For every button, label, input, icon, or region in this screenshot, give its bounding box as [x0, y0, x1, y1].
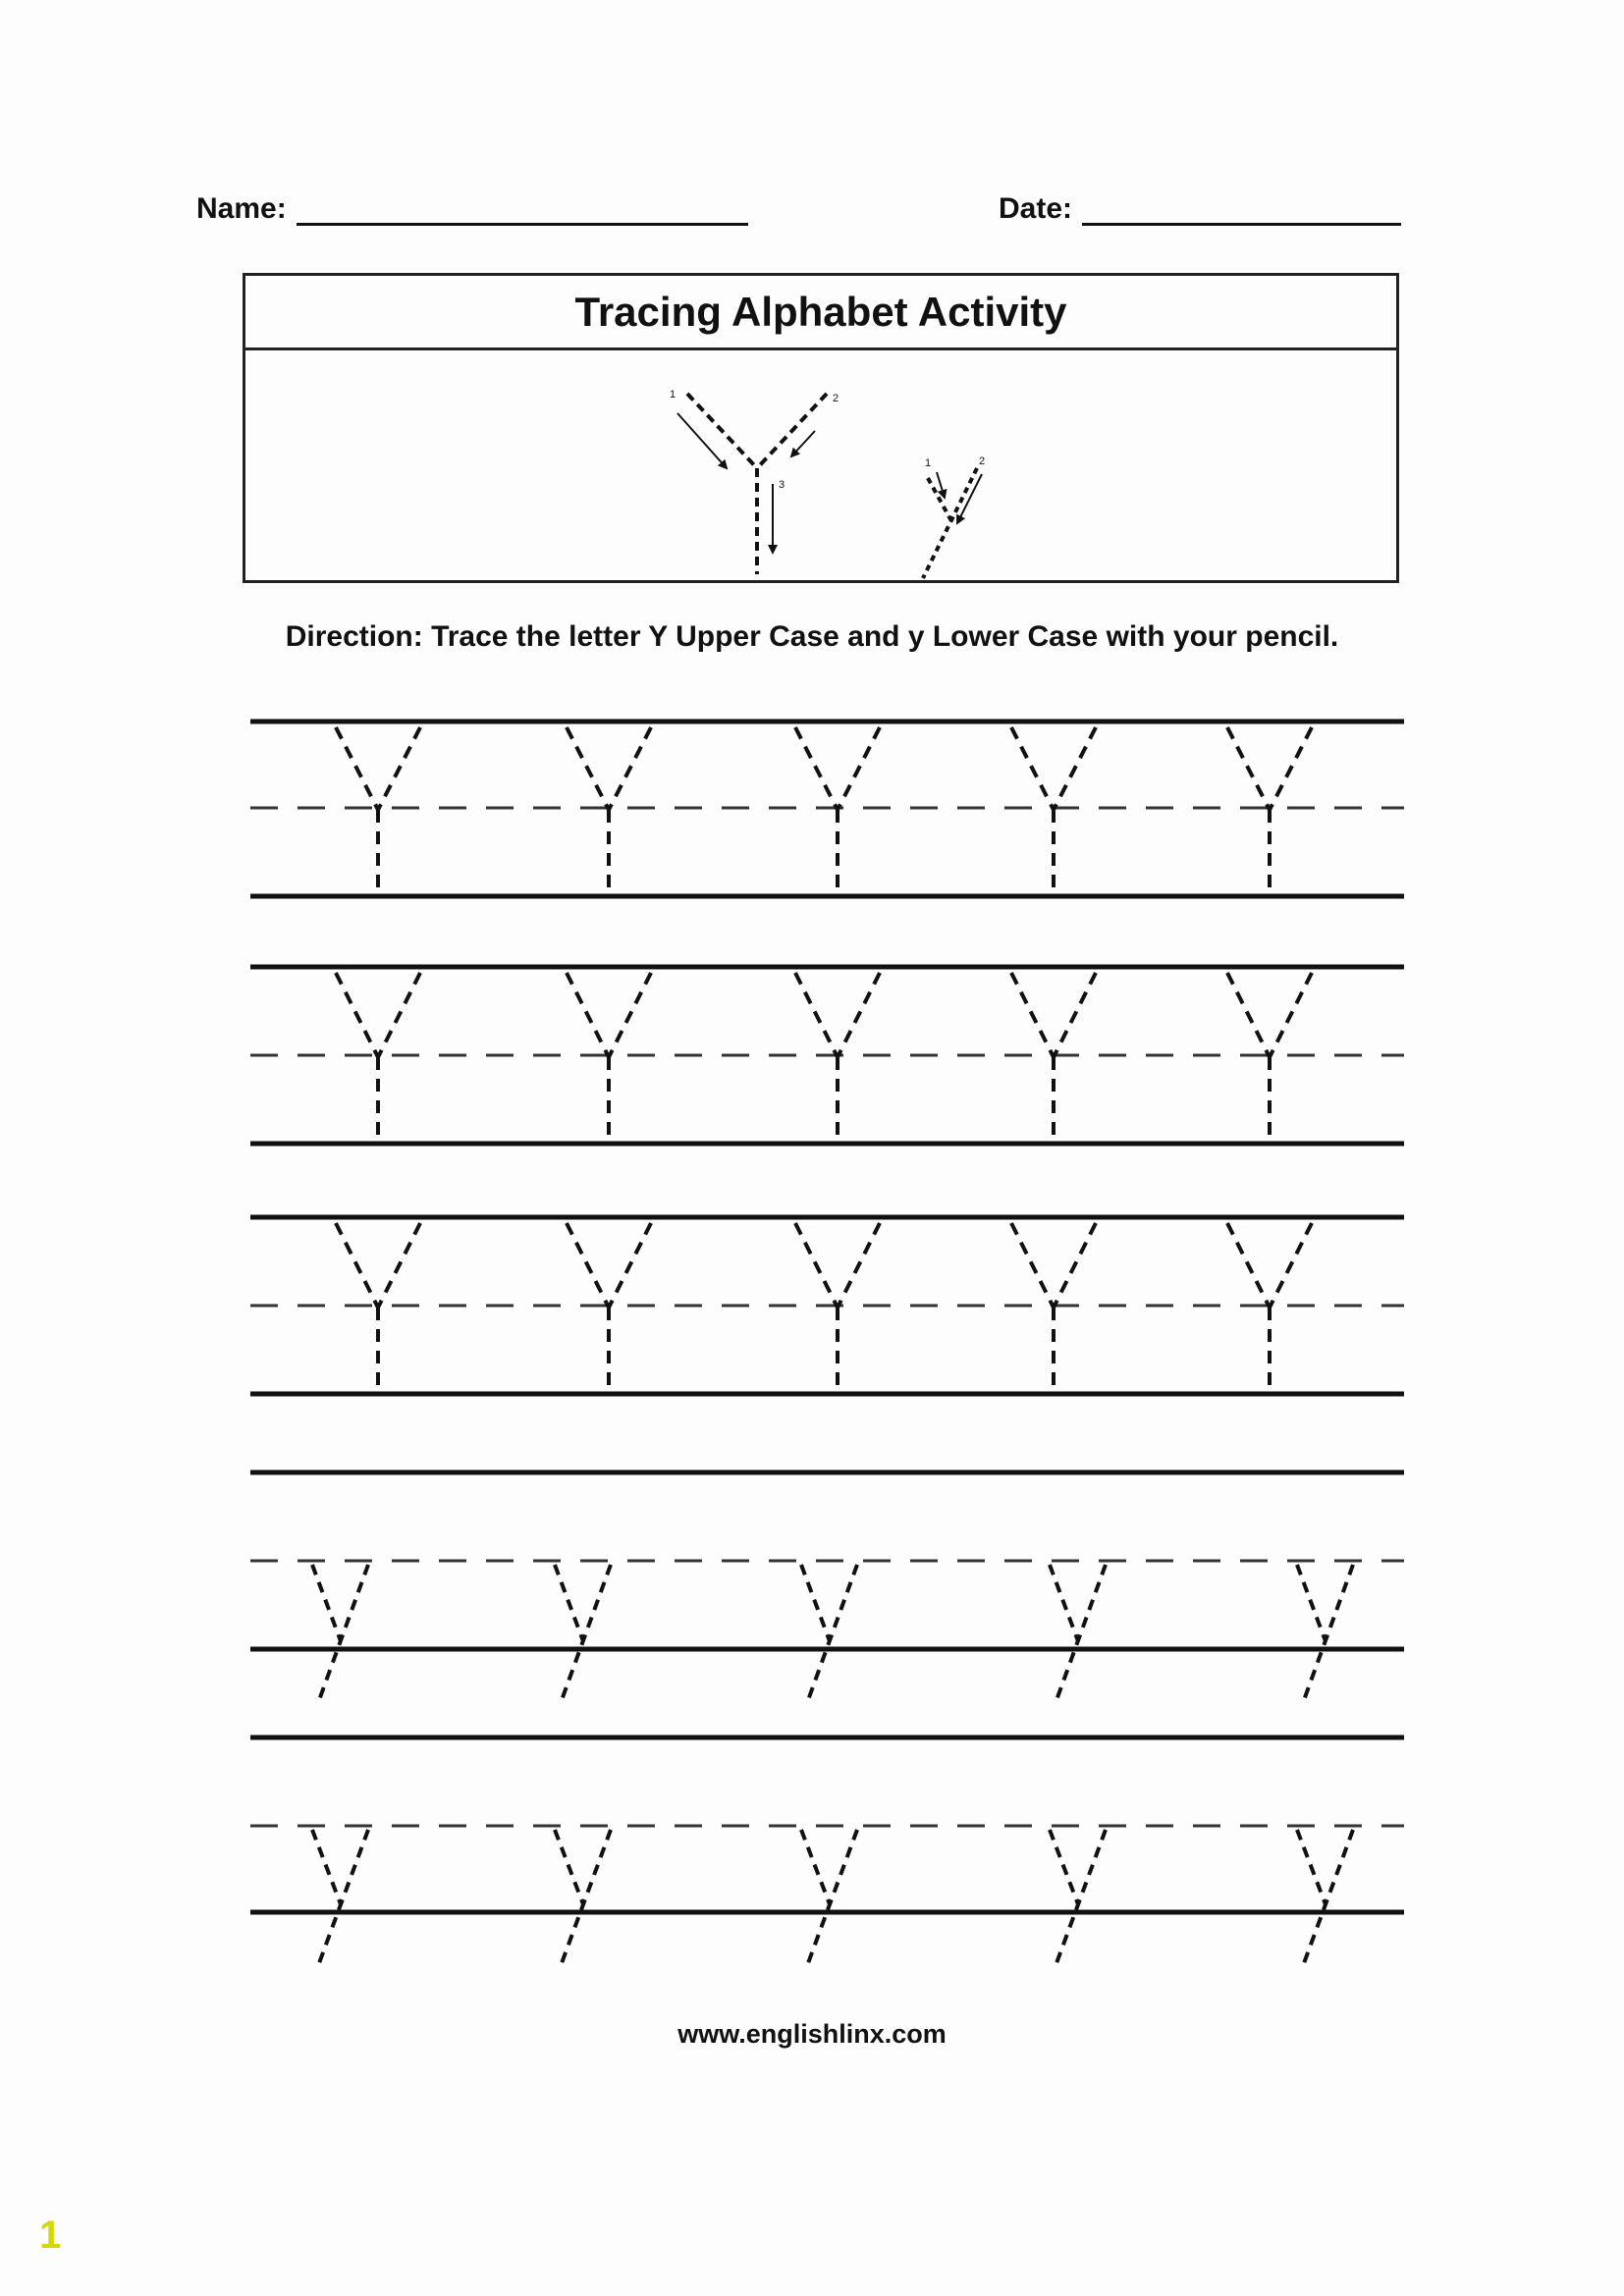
traceable-y-left-arm — [555, 1830, 583, 1904]
lower-stroke-number-1: 1 — [925, 457, 932, 469]
traceable-y-left-arm — [801, 1565, 830, 1641]
website-footer: www.englishlinx.com — [677, 2019, 947, 2049]
traceable-y-right-arm — [1056, 1830, 1106, 1963]
traceable-y-left-arm — [312, 1830, 341, 1904]
lower-stroke-number-2: 2 — [979, 455, 986, 467]
traceable-y-right-arm — [1304, 1565, 1353, 1700]
traceable-Y-left-arm — [1227, 727, 1270, 810]
traceable-y-left-arm — [555, 1565, 583, 1641]
traceable-Y-left-arm — [336, 973, 378, 1057]
direction-text: Direction: Trace the letter Y Upper Case and y Lower Case with your pencil. — [285, 620, 1339, 653]
traceable-Y-left-arm — [1011, 1223, 1054, 1308]
stroke-number-2: 2 — [833, 393, 839, 404]
traceable-y-right-arm — [319, 1565, 368, 1700]
traceable-Y-right-arm — [838, 1223, 880, 1308]
traceable-Y-right-arm — [1270, 727, 1312, 810]
traceable-y-left-arm — [1050, 1830, 1078, 1904]
traceable-y-right-arm — [562, 1565, 611, 1700]
date-label: Date: — [999, 192, 1073, 225]
traceable-Y-left-arm — [567, 973, 609, 1057]
traceable-Y-right-arm — [1270, 1223, 1312, 1308]
traceable-Y-right-arm — [378, 973, 420, 1057]
traceable-Y-left-arm — [1011, 727, 1054, 810]
traceable-Y-right-arm — [609, 1223, 651, 1308]
traceable-Y-left-arm — [567, 1223, 609, 1308]
traceable-Y-left-arm — [1227, 973, 1270, 1057]
traceable-Y-left-arm — [1011, 973, 1054, 1057]
traceable-Y-left-arm — [1227, 1223, 1270, 1308]
traceable-Y-right-arm — [378, 1223, 420, 1308]
traceable-Y-right-arm — [609, 727, 651, 810]
traceable-Y-right-arm — [378, 727, 420, 810]
name-label: Name: — [196, 192, 287, 225]
traceable-y-left-arm — [801, 1830, 830, 1904]
traceable-y-right-arm — [808, 1830, 857, 1963]
activity-title: Tracing Alphabet Activity — [245, 276, 1396, 350]
traceable-Y-left-arm — [336, 727, 378, 810]
traceable-y-left-arm — [1297, 1565, 1326, 1641]
stroke-number-1: 1 — [670, 389, 677, 400]
traceable-Y-right-arm — [1270, 973, 1312, 1057]
traceable-y-right-arm — [1056, 1565, 1106, 1700]
traceable-Y-left-arm — [336, 1223, 378, 1308]
traceable-Y-left-arm — [795, 973, 838, 1057]
traceable-Y-right-arm — [1054, 727, 1096, 810]
stroke-number-3: 3 — [779, 479, 785, 491]
traceable-Y-left-arm — [567, 727, 609, 810]
traceable-y-left-arm — [1050, 1565, 1078, 1641]
traceable-y-right-arm — [1304, 1830, 1353, 1963]
traceable-Y-right-arm — [838, 727, 880, 810]
traceable-Y-left-arm — [795, 727, 838, 810]
traceable-y-left-arm — [312, 1565, 341, 1641]
traceable-y-right-arm — [562, 1830, 611, 1963]
page-number: 1 — [39, 2214, 62, 2257]
traceable-Y-right-arm — [1054, 973, 1096, 1057]
traceable-Y-right-arm — [1054, 1223, 1096, 1308]
traceable-y-right-arm — [319, 1830, 368, 1963]
traceable-Y-right-arm — [838, 973, 880, 1057]
traceable-y-right-arm — [808, 1565, 857, 1700]
traceable-Y-left-arm — [795, 1223, 838, 1308]
traceable-Y-right-arm — [609, 973, 651, 1057]
traceable-y-left-arm — [1297, 1830, 1326, 1904]
